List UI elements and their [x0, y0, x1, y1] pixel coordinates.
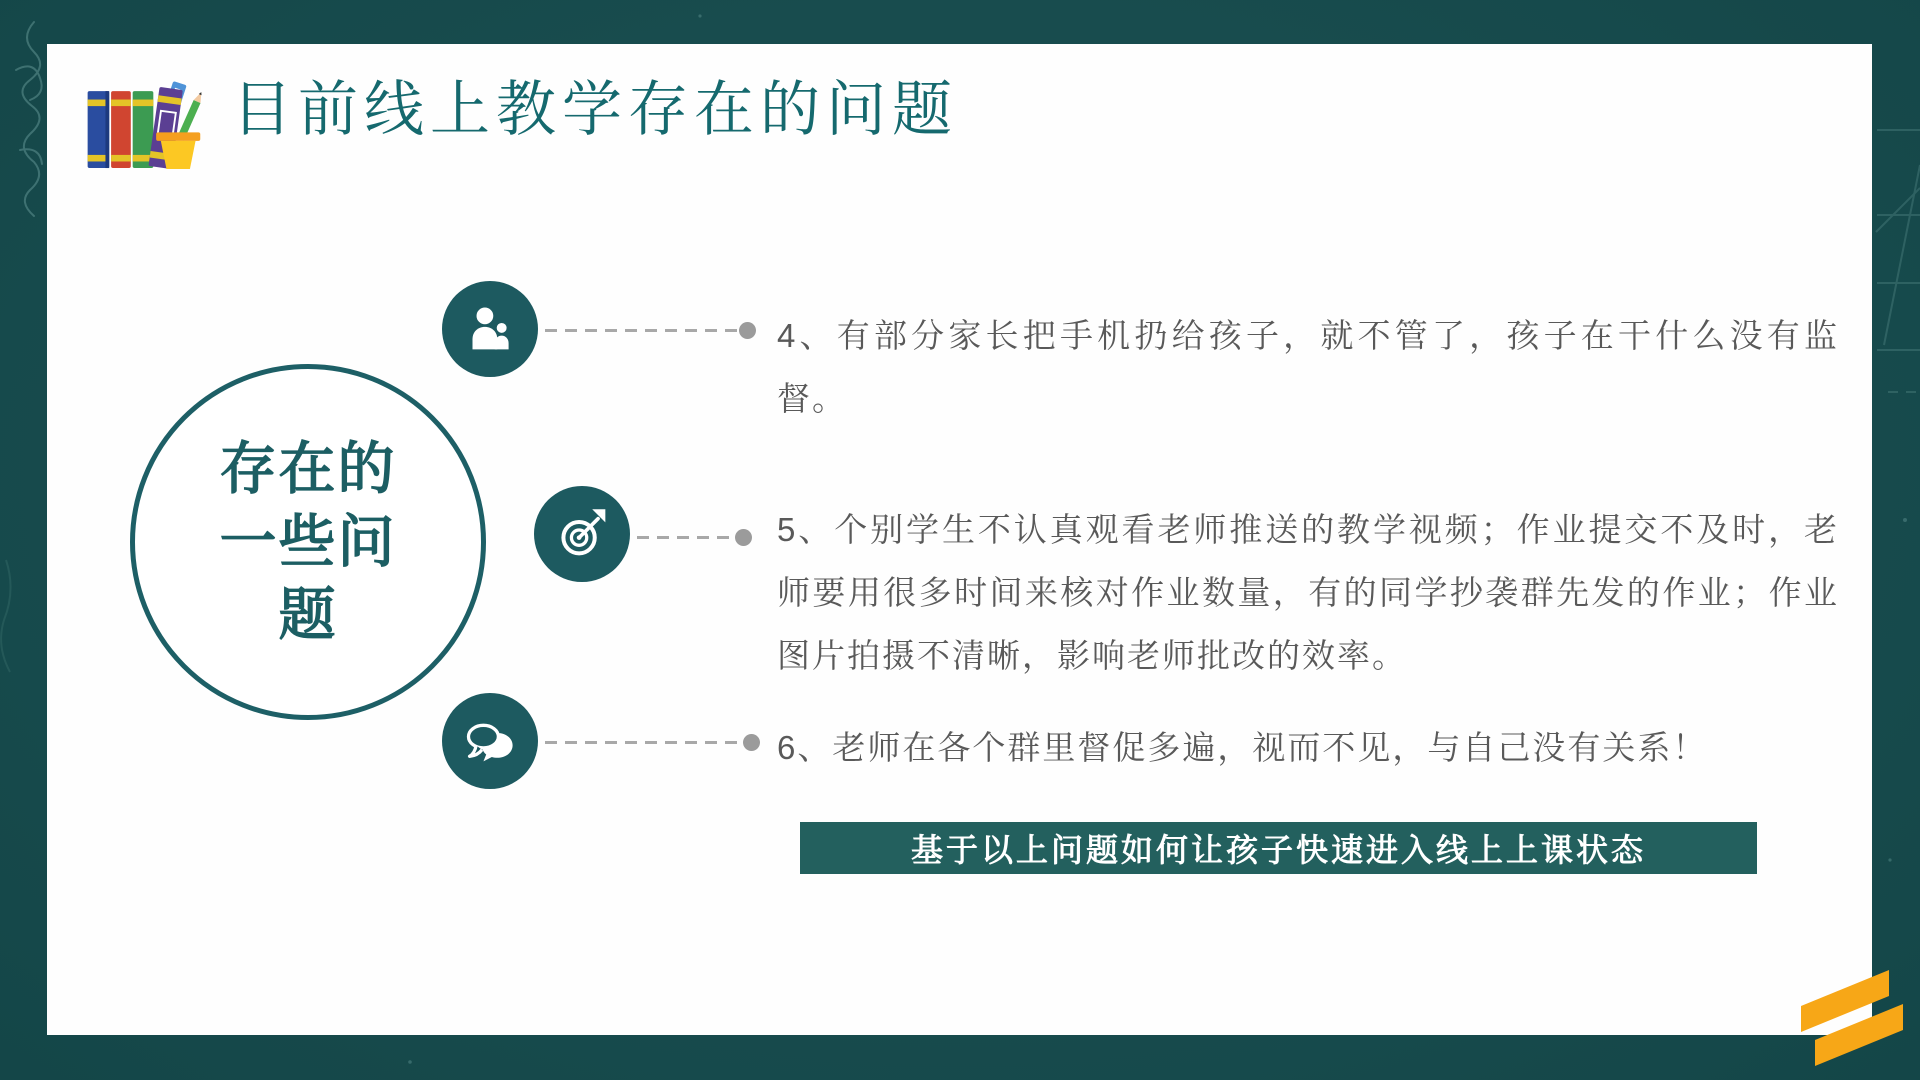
item6-dashed-connector: [545, 741, 745, 744]
item4-icon-badge: [442, 281, 538, 377]
conclusion-banner: [800, 822, 1757, 874]
item6-icon-badge: [442, 693, 538, 789]
item4-text: 4、有部分家长把手机扔给孩子，就不管了，孩子在干什么没有监督。: [777, 317, 1839, 417]
chat-bubbles-icon: [455, 706, 525, 776]
parent-child-icon: [455, 294, 525, 364]
item5-dashed-connector: [637, 536, 741, 539]
item5-text: 5、个别学生不认真观看老师推送的教学视频；作业提交不及时，老师要用很多时间来核对作业数量，有的同学抄袭群先发的作业；作业图片拍摄不清晰，影响老师批改的效率。: [777, 511, 1839, 674]
page-title: 目前线上教学存在的问题: [232, 77, 958, 143]
books-and-stationery-icon: [82, 74, 204, 172]
item6-text: 6、老师在各个群里督促多遍，视而不见，与自己没有关系！: [777, 729, 1708, 766]
item5-connector-dot: [735, 529, 752, 546]
item4-connector-dot: [739, 322, 756, 339]
item6-connector-dot: [743, 734, 760, 751]
slide-content-area: [47, 44, 1872, 1035]
target-dart-icon: [547, 499, 617, 569]
orange-slashes-logo-icon: [1789, 966, 1909, 1071]
item5-icon-badge: [534, 486, 630, 582]
central-topic-label: 存在的一些问题: [219, 436, 397, 647]
item4-dashed-connector: [545, 329, 741, 332]
conclusion-banner-text: 基于以上问题如何让孩子快速进入线上上课状态: [910, 832, 1646, 868]
central-topic-circle: [130, 364, 486, 720]
